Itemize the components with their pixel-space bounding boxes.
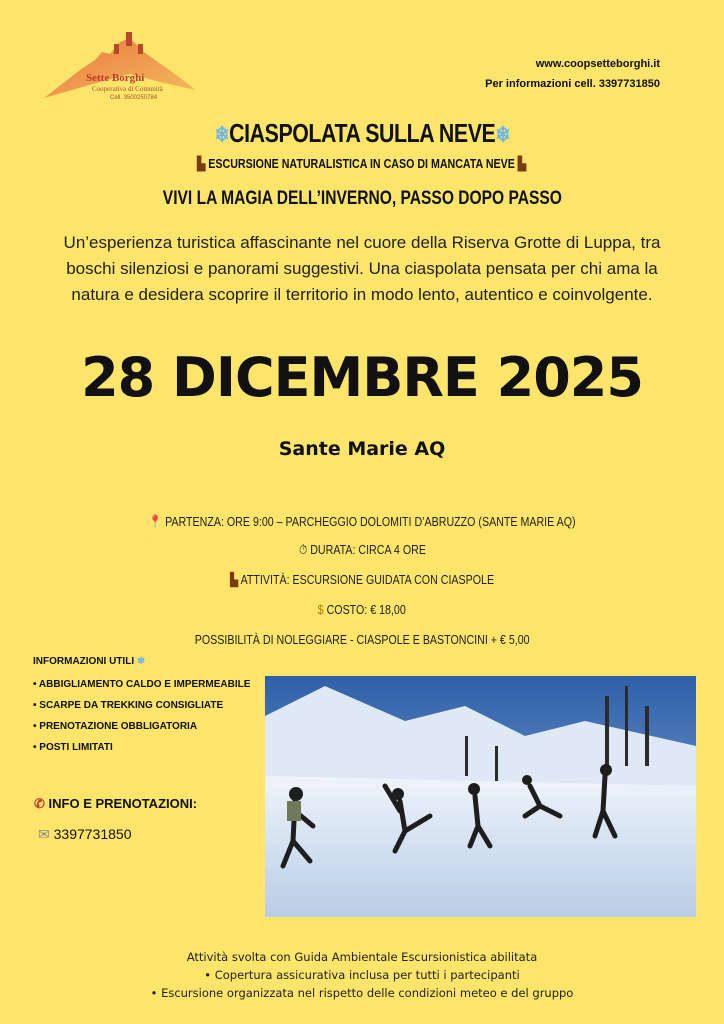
list-item: • ABBIGLIAMENTO CALDO E IMPERMEABILE: [33, 679, 251, 690]
list-item: • PRENOTAZIONE OBBLIGATORIA: [33, 721, 198, 732]
snowflake-icon: ❄: [136, 656, 146, 667]
footer-line: Attività svolta con Guida Ambientale Escursionistica abilitata: [186, 950, 538, 964]
snowshoe-hikers-photo: [265, 676, 696, 917]
boot-icon: ▙: [197, 156, 206, 171]
rental-line: POSSIBILITÀ DI NOLEGGIARE - CIASPOLE E BASTONCINI + € 5,00: [194, 632, 530, 647]
event-location: Sante Marie AQ: [278, 438, 446, 460]
event-date: 28 DICEMBRE 2025: [81, 346, 643, 409]
footer-line: • Copertura assicurativa inclusa per tutti i partecipanti: [204, 968, 520, 982]
info-utili-heading: INFORMAZIONI UTILI ❄: [33, 656, 146, 667]
list-item: • POSTI LIMITATI: [33, 742, 113, 753]
boot-icon: ▙: [229, 572, 239, 587]
activity-line: ▙ ATTIVITÀ: ESCURSIONE GUIDATA CON CIASPOLE: [229, 572, 495, 587]
pin-icon: 📍: [148, 514, 162, 529]
snowflake-icon: ❄: [214, 122, 229, 147]
cost-line: $ COSTO: € 18,00: [317, 602, 407, 617]
logo-cell: Cell. 3500250784: [110, 95, 158, 101]
envelope-icon: ✉: [38, 826, 50, 842]
footer-line: • Escursione organizzata nel rispetto delle condizioni meteo e del gruppo: [150, 986, 574, 1000]
sette-borghi-logo: [40, 30, 200, 105]
phone-icon: ✆: [34, 796, 45, 811]
list-item: • SCARPE DA TREKKING CONSIGLIATE: [33, 700, 224, 711]
event-subtitle: [0, 156, 724, 172]
boot-icon: ▙: [518, 156, 527, 171]
money-icon: $: [317, 602, 324, 617]
website-link[interactable]: www.coopsetteborghi.it: [535, 58, 660, 70]
header-phone-info: Per informazioni cell. 3397731850: [485, 78, 660, 90]
booking-heading: ✆ INFO E PRENOTAZIONI:: [34, 796, 198, 811]
event-title: [0, 118, 724, 149]
logo-name: Sette Borghi: [86, 72, 145, 84]
title-text: CIASPOLATA SULLA NEVE: [228, 118, 496, 148]
departure-line: 📍 PARTENZA: ORE 9:00 – PARCHEGGIO DOLOMITI D’ABRUZZO (SANTE MARIE AQ): [148, 514, 576, 529]
snowflake-icon: ❄: [495, 122, 510, 147]
footer-notes: [0, 948, 724, 1002]
duration-line: ⏱ DURATA: CIRCA 4 ORE: [298, 542, 426, 557]
event-description: Un’esperienza turistica affascinante nel cuore della Riserva Grotte di Luppa, tra boschi silenziosi e panorami suggestivi. Una ciaspolata pensata per chi ama la natura e desidera scoprire il territorio in modo lento, autentico e coinvolgente.: [63, 233, 661, 304]
booking-number[interactable]: ✉ 3397731850: [38, 826, 132, 842]
stopwatch-icon: ⏱: [298, 542, 307, 557]
logo-subtitle: Cooperativa di Comunità: [92, 85, 163, 93]
subtitle-text: ESCURSIONE NATURALISTICA IN CASO DI MANCATA NEVE: [208, 156, 516, 171]
tagline: VIVI LA MAGIA DELL’INVERNO, PASSO DOPO PASSO: [162, 188, 562, 209]
